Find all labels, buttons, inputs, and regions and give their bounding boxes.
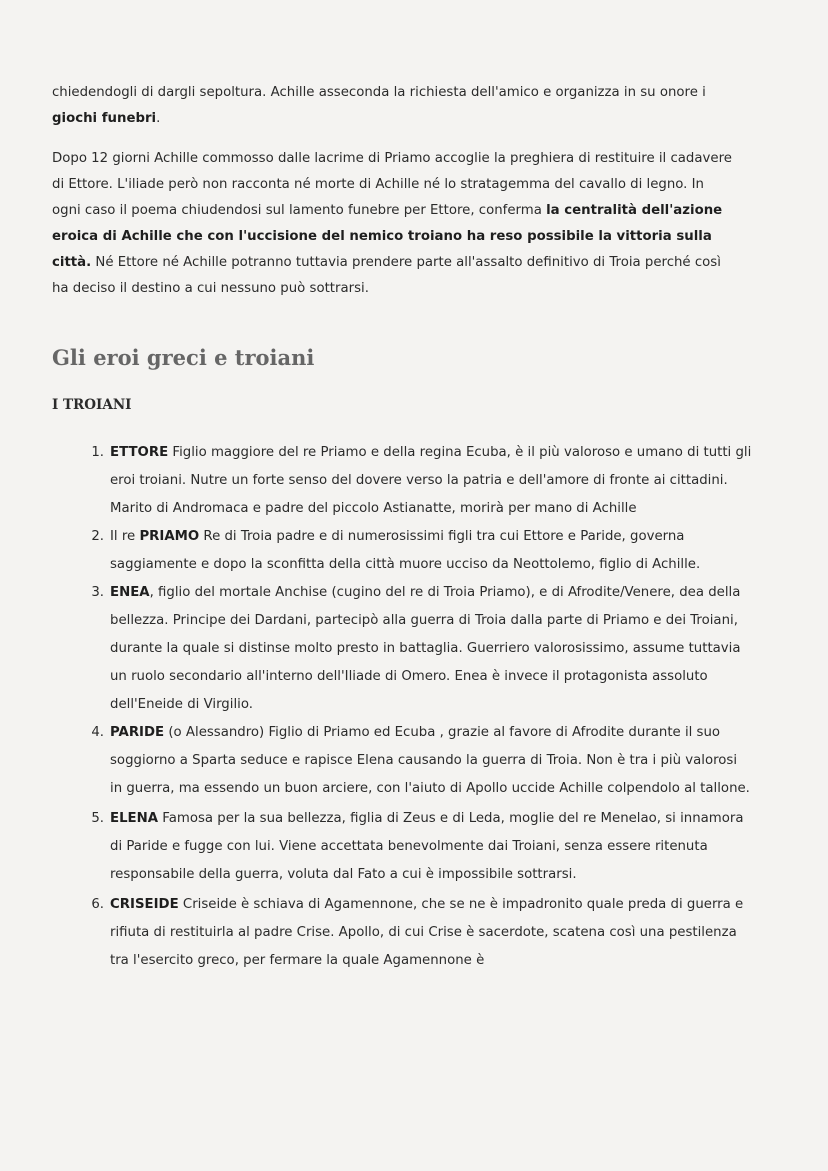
intro-paragraph-1 [52, 80, 732, 132]
list-item [80, 891, 752, 975]
item-number: 5. [91, 811, 104, 826]
hero-description: (o Alessandro) Figlio di Priamo ed Ecuba , grazie al favore di Afrodite durante il suo soggiorno a Sparta seduce e rapisce Elena causando la guerra di Troia. Non è tra i più valorosi in guerra, ma essendo un buon arciere, con l'aiuto di Apollo uccide Achille colpendolo al tallone. [110, 725, 750, 796]
hero-prefix: Il re [110, 529, 140, 544]
intro-paragraph-2 [52, 146, 732, 302]
list-item [80, 439, 752, 523]
hero-description: Re di Troia padre e di numerosissimi figli tra cui Ettore e Paride, governa saggiamente e dopo la sconfitta della città muore ucciso da Neottolemo, figlio di Achille. [110, 529, 701, 572]
hero-name: ELENA [110, 811, 159, 826]
hero-description: , figlio del mortale Anchise (cugino del re di Troia Priamo), e di Afrodite/Venere, dea della bellezza. Principe dei Dardani, partecipò alla guerra di Troia dalla parte di Priamo e dei Troiani, durante la quale si distinse molto presto in battaglia. Guerriero valorosissimo, assume tuttavia un ruolo secondario all'interno dell'Iliade di Omero. Enea è invece il protagonista assoluto dell'Eneide di Virgilio. [110, 585, 741, 712]
p1-text: chiedendogli di dargli sepoltura. Achille asseconda la richiesta dell'amico e organizza in su onore i [52, 85, 706, 100]
p2-end: Né Ettore né Achille potranno tuttavia prendere parte all'assalto definitivo di Troia perché così ha deciso il destino a cui nessuno può sottrarsi. [52, 255, 721, 296]
p2-bold: la centralità dell'azione eroica di Achille che con l'uccisione del nemico troiano ha reso possibile la vittoria sulla città. [52, 203, 723, 270]
heroes-list [80, 439, 752, 975]
p1-end: . [156, 111, 161, 126]
item-number: 1. [91, 445, 104, 460]
hero-description: Figlio maggiore del re Priamo e della regina Ecuba, è il più valoroso e umano di tutti gli eroi troiani. Nutre un forte senso del dovere verso la patria e dell'amore di fronte ai cittadini. Marito di Andromaca e padre del piccolo Astianatte, morirà per mano di Achille [110, 445, 752, 516]
hero-description: Famosa per la sua bellezza, figlia di Zeus e di Leda, moglie del re Menelao, si innamora di Paride e fugge con lui. Viene accettata benevolmente dai Troiani, senza essere ritenuta responsabile della guerra, voluta dal Fato a cui è impossibile sottrarsi. [110, 811, 744, 882]
item-number: 4. [91, 725, 104, 740]
p1-bold: giochi funebri [52, 111, 157, 126]
section-title: Gli eroi greci e troiani [52, 345, 315, 370]
list-item [80, 579, 752, 719]
list-item [80, 805, 752, 889]
hero-name: PARIDE [110, 725, 165, 740]
list-item [80, 523, 752, 579]
hero-name: CRISEIDE [110, 897, 179, 912]
hero-name: ENEA [110, 585, 150, 600]
hero-name: ETTORE [110, 445, 169, 460]
item-number: 6. [91, 897, 104, 912]
p2-text: Dopo 12 giorni Achille commosso dalle lacrime di Priamo accoglie la preghiera di restituire il cadavere di Ettore. L'iliade però non racconta né morte di Achille né lo stratagemma del cavallo di legno. In ogni caso il poema chiudendosi sul lamento funebre per Ettore, conferma [52, 151, 732, 218]
section-subtitle: I TROIANI [52, 397, 132, 413]
item-number: 3. [91, 585, 104, 600]
item-number: 2. [91, 529, 104, 544]
list-item [80, 719, 752, 803]
hero-name: PRIAMO [139, 529, 200, 544]
hero-description: Criseide è schiava di Agamennone, che se ne è impadronito quale preda di guerra e rifiuta di restituirla al padre Crise. Apollo, di cui Crise è sacerdote, scatena così una pestilenza tra l'esercito greco, per fermare la quale Agamennone è [110, 897, 744, 968]
